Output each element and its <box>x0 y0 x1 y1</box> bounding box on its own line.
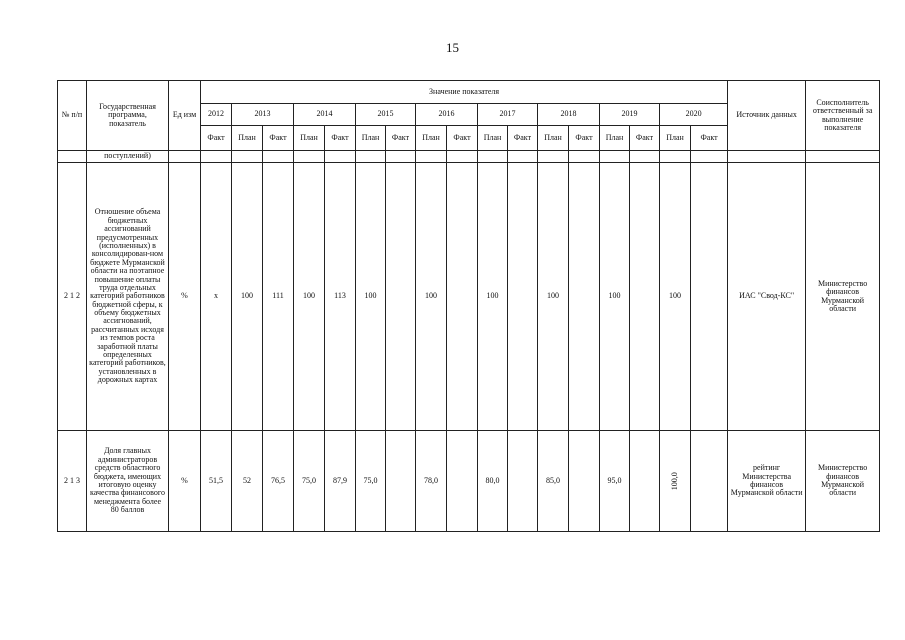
continuation-row <box>58 151 880 163</box>
sub-header: Факт <box>447 126 478 151</box>
indicator-name: Доля главных администраторов средств областного бюджета, имеющих итоговую оценку качества финансового менеджмента более 80 баллов <box>87 431 169 532</box>
responsible-cell: Министерство финансов Мурманской области <box>806 163 880 431</box>
value-cell <box>569 163 600 431</box>
header-row-1 <box>58 81 880 104</box>
value-cell <box>691 163 728 431</box>
value-cell <box>691 431 728 532</box>
table-row <box>58 163 880 431</box>
sub-header: Факт <box>325 126 356 151</box>
value-cell: 100 <box>478 163 508 431</box>
sub-header: Факт <box>263 126 294 151</box>
year-2014: 2014 <box>294 104 356 126</box>
year-2018: 2018 <box>538 104 600 126</box>
table-row <box>58 431 880 532</box>
value-cell <box>630 163 660 431</box>
year-2013: 2013 <box>232 104 294 126</box>
value-cell: 111 <box>263 163 294 431</box>
value-cell <box>508 163 538 431</box>
sub-header: План <box>538 126 569 151</box>
header-no: № п/п <box>58 81 87 151</box>
header-source: Источник данных <box>728 81 806 151</box>
year-2019: 2019 <box>600 104 660 126</box>
sub-header: План <box>356 126 386 151</box>
year-2015: 2015 <box>356 104 416 126</box>
year-2020: 2020 <box>660 104 728 126</box>
value-cell: 52 <box>232 431 263 532</box>
sub-header: Факт <box>569 126 600 151</box>
sub-header: Факт <box>386 126 416 151</box>
year-2017: 2017 <box>478 104 538 126</box>
value-cell: 113 <box>325 163 356 431</box>
sub-header: План <box>600 126 630 151</box>
value-cell: x <box>201 163 232 431</box>
source-cell: рейтинг Министерства финансов Мурманской области <box>728 431 806 532</box>
continuation-text: поступлений) <box>87 151 169 163</box>
unit: % <box>169 431 201 532</box>
value-cell <box>630 431 660 532</box>
value-cell: 87,9 <box>325 431 356 532</box>
value-cell: 76,5 <box>263 431 294 532</box>
sub-header: Факт <box>630 126 660 151</box>
value-cell: 75,0 <box>356 431 386 532</box>
value-cell: 100 <box>232 163 263 431</box>
year-2016: 2016 <box>416 104 478 126</box>
value-cell <box>386 431 416 532</box>
row-number: 2 1 3 <box>58 431 87 532</box>
vertical-value: 100,0 <box>669 471 679 490</box>
indicator-table <box>57 80 880 532</box>
sub-header: План <box>660 126 691 151</box>
value-cell: 80,0 <box>478 431 508 532</box>
sub-header: Факт <box>508 126 538 151</box>
sub-header: Факт <box>201 126 232 151</box>
value-cell: 51,5 <box>201 431 232 532</box>
value-cell: 75,0 <box>294 431 325 532</box>
unit: % <box>169 163 201 431</box>
value-cell: 100 <box>416 163 447 431</box>
value-cell <box>508 431 538 532</box>
sub-header: План <box>478 126 508 151</box>
header-unit: Ед изм <box>169 81 201 151</box>
value-cell: 100 <box>538 163 569 431</box>
sub-header: План <box>416 126 447 151</box>
responsible-cell: Министерство финансов Мурманской области <box>806 431 880 532</box>
value-cell: 100 <box>660 163 691 431</box>
value-cell: 78,0 <box>416 431 447 532</box>
indicator-name: Отношение объема бюджетных ассигнований предусмотренных (исполненных) в консолидирован-ном бюджете Мурманской области на поэтапное повышение оплаты труда отдельных категорий работников бюджетной сферы, к объему бюджетных ассигнований, рассчитанных исходя из темпов роста заработной платы определенных категорий работников, установленных в дорожных картах <box>87 163 169 431</box>
row-number: 2 1 2 <box>58 163 87 431</box>
value-cell: 100 <box>356 163 386 431</box>
value-cell: 100 <box>600 163 630 431</box>
source-cell: ИАС "Свод-КС" <box>728 163 806 431</box>
sub-header: План <box>294 126 325 151</box>
header-responsible: Соисполнитель ответственный за выполнение показателя <box>806 81 880 151</box>
header-values: Значение показателя <box>201 81 728 104</box>
value-cell: 100 <box>294 163 325 431</box>
value-cell: 95,0 <box>600 431 630 532</box>
value-cell <box>386 163 416 431</box>
value-cell <box>447 431 478 532</box>
sub-header: Факт <box>691 126 728 151</box>
value-cell <box>569 431 600 532</box>
value-cell-2020-plan <box>660 431 691 532</box>
sub-header: План <box>232 126 263 151</box>
page-number: 15 <box>446 40 459 55</box>
value-cell: 85,0 <box>538 431 569 532</box>
value-cell <box>447 163 478 431</box>
header-program: Государственная программа, показатель <box>87 81 169 151</box>
year-2012: 2012 <box>201 104 232 126</box>
